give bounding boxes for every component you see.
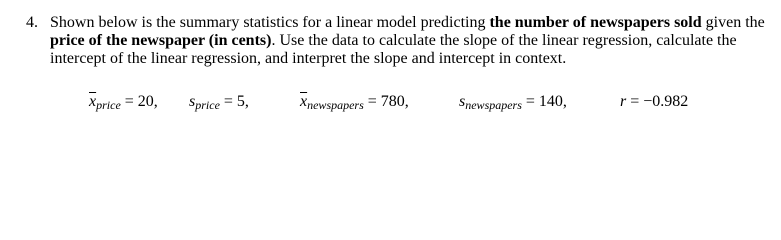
mean-price-subscript: price [96, 98, 121, 112]
question-text [50, 14, 772, 68]
sd-price-symbol: s [189, 93, 196, 110]
mean-price-stat [89, 92, 158, 112]
mean-newspapers-subscript: newspapers [307, 98, 364, 112]
question-number: 4. [26, 14, 38, 31]
sd-newspapers-value: = 140, [525, 93, 567, 110]
response-variable: the number of newspapers sold [489, 14, 702, 31]
question-text-part2: given the [701, 14, 765, 31]
sd-price-stat [189, 92, 249, 112]
predictor-variable: price of the newspaper (in cents) [50, 32, 272, 49]
correlation-stat [620, 92, 688, 112]
question-text-part3: . Use the data to calculate the slope of the linear regression, calculate the intercept of the linear regression, and interpret the slope and intercept in context. [50, 32, 737, 67]
mean-newspapers-stat [300, 92, 409, 112]
sd-price-value: = 5, [223, 93, 249, 110]
sd-price-subscript: price [195, 98, 220, 112]
mean-price-symbol: $\overline{x}$ [89, 93, 97, 110]
sd-newspapers-subscript: newspapers [465, 98, 522, 112]
mean-price-value: = 20, [124, 93, 158, 110]
sd-newspapers-stat [459, 92, 567, 112]
question-text-part1: Shown below is the summary statistics for a linear model predicting [50, 14, 490, 31]
sd-newspapers-symbol: s [459, 93, 466, 110]
mean-newspapers-value: = 780, [367, 93, 409, 110]
correlation-symbol: r [620, 93, 627, 110]
mean-newspapers-symbol: $\overline{x}$ [300, 93, 308, 110]
correlation-value: = −0.982 [630, 93, 689, 110]
summary-statistics [0, 92, 781, 116]
